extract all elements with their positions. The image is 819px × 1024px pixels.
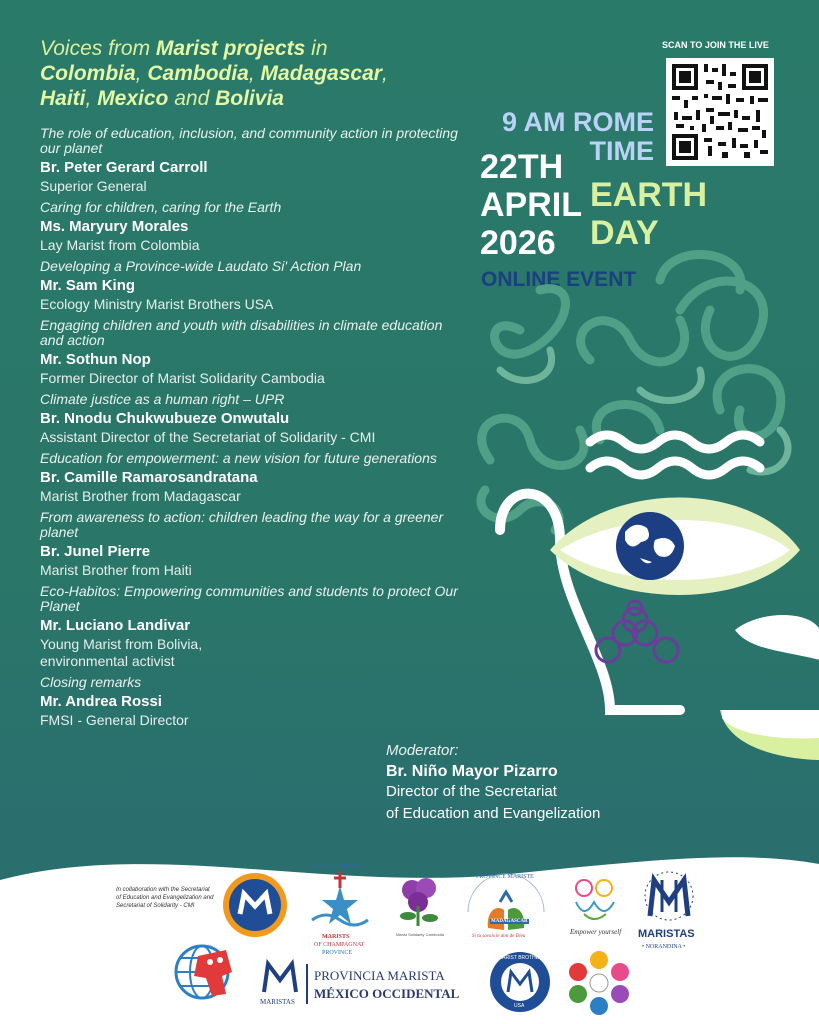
speaker-name: Br. Camille Ramarosandratana: [40, 469, 258, 486]
headline-text: and: [168, 87, 216, 110]
country: Cambodia: [147, 62, 249, 85]
logo-divider: [306, 964, 308, 1004]
speaker-role: FMSI - General Director: [40, 712, 189, 728]
headline-bold: Marist projects: [155, 37, 306, 60]
date-line: 2026: [480, 224, 556, 262]
talk-item: [40, 318, 460, 387]
speaker-role: Superior General: [40, 178, 147, 194]
speaker-role: Marist Brother from Haiti: [40, 562, 192, 578]
talk-list: [40, 126, 460, 734]
speaker-role: Lay Marist from Colombia: [40, 237, 200, 253]
logo-label: Marist Solidarity Cambodia: [396, 932, 444, 937]
mexico-province-label: MÉXICO OCCIDENTAL: [314, 986, 460, 1001]
talk-topic: Caring for children, caring for the Earth: [40, 199, 282, 215]
date-line: 22TH: [480, 148, 564, 186]
talk-item: [40, 126, 460, 195]
talk-topic: Developing a Province-wide Laudato Si' Action Plan: [40, 258, 362, 274]
talk-topic: Engaging children and youth with disabilities in climate education and action: [40, 317, 443, 348]
scan-label: SCAN TO JOIN THE LIVE: [662, 40, 769, 50]
moderator-role: of Education and Evangelization: [386, 805, 601, 822]
flower-icon: [388, 876, 452, 928]
cmi-logo-icon: [220, 870, 290, 940]
earth-day-line: DAY: [590, 214, 659, 252]
country: Bolivia: [215, 87, 284, 110]
headline-text: in: [305, 37, 328, 60]
logo-label: Si tu savais le don de Dieu: [472, 934, 526, 939]
speaker-role: Marist Brother from Madagascar: [40, 488, 241, 504]
nose-icon: [735, 615, 819, 660]
flower-of-life-icon: [596, 601, 678, 662]
speaker-name: Mr. Luciano Landivar: [40, 617, 191, 634]
talk-topic: Eco-Habitos: Empowering communities and students to protect Our Planet: [40, 583, 458, 614]
logo-label: MADAGASCAR: [491, 919, 528, 924]
logo-label: PROVINCE: [322, 950, 353, 956]
earth-day-line: EARTH: [590, 176, 708, 214]
date-line: APRIL: [480, 186, 582, 224]
logo-label: STAR OF THE SEA: [312, 864, 362, 870]
talk-item: [40, 259, 460, 313]
madagascar-province-logo: [460, 872, 552, 948]
talk-topic: From awareness to action: children leading the way for a greener planet: [40, 509, 444, 540]
logo-label: OF CHAMPAGNAT: [314, 942, 365, 948]
marist-brothers-usa-logo: [488, 950, 552, 1014]
talk-item: [40, 584, 460, 670]
logo-label: Empower yourself: [570, 928, 622, 936]
country: Colombia: [40, 62, 136, 85]
empower-yourself-logo: [566, 872, 624, 942]
logo-label: MARISTAS: [638, 928, 695, 940]
speaker-role: Former Director of Marist Solidarity Cambodia: [40, 370, 325, 386]
country: Mexico: [97, 87, 169, 110]
speaker-name: Mr. Sothun Nop: [40, 351, 151, 368]
talk-item: [40, 200, 460, 254]
logo-label: MARIST BROTHERS: [498, 955, 546, 961]
qr-code-image[interactable]: [666, 58, 774, 166]
qr-code[interactable]: [666, 58, 774, 166]
speaker-role: Ecology Ministry Marist Brothers USA: [40, 296, 274, 312]
speaker-name: Br. Peter Gerard Carroll: [40, 159, 208, 176]
time-line: 9 AM ROME: [501, 107, 654, 137]
maristas-small-logo: [256, 956, 304, 1016]
logo-label: PROVINCE MARISTE: [476, 874, 534, 880]
star-of-sea-icon: [300, 866, 380, 936]
country: Madagascar: [260, 62, 382, 85]
speaker-name: Br. Nnodu Chukwubueze Onwutalu: [40, 410, 290, 427]
m-monogram-icon: [634, 866, 704, 928]
talk-topic: Closing remarks: [40, 674, 142, 690]
talk-topic: Education for empowerment: a new vision for future generations: [40, 450, 437, 466]
talk-item: [40, 675, 460, 729]
empower-icon: [566, 872, 624, 928]
headline: Voices from Marist projects in Colombia, Cambodia, Madagascar, Haiti, Mexico and Bolivia: [40, 37, 388, 110]
earth-face-illustration: [460, 240, 819, 760]
marist-solidarity-cambodia-logo: [388, 876, 452, 946]
champagnat-province-logo: [300, 866, 380, 966]
moderator-role: Director of the Secretariat: [386, 783, 557, 800]
logo-label: MARISTS: [322, 934, 350, 940]
swirl-hair-icon: [481, 255, 781, 530]
online-event-label: ONLINE EVENT: [481, 268, 637, 291]
speaker-name: Ms. Maryury Morales: [40, 218, 189, 235]
logo-label: MARISTAS: [260, 998, 295, 1006]
colorful-circles-logo-icon: [564, 948, 634, 1018]
logo-label: • NORANDINA •: [642, 944, 686, 950]
moderator-label: Moderator:: [386, 742, 459, 759]
speaker-name: Mr. Sam King: [40, 277, 136, 294]
talk-item: [40, 451, 460, 505]
speaker-name: Br. Junel Pierre: [40, 543, 151, 560]
wave-icon: [590, 435, 760, 475]
moderator-name: Br. Niño Mayor Pizarro: [386, 763, 558, 780]
mexico-province-label: PROVINCIA MARISTA: [314, 968, 445, 983]
maristas-norandina-logo: [634, 866, 704, 956]
logo-label: USA: [514, 1003, 525, 1009]
m-crest-icon: [256, 956, 304, 996]
country: Haiti: [40, 87, 86, 110]
headline-text: Voices from: [40, 37, 156, 60]
speaker-role: Assistant Director of the Secretariat of Solidarity - CMI: [40, 429, 376, 445]
talk-topic: Climate justice as a human right – UPR: [40, 391, 285, 407]
time-line: TIME: [589, 136, 654, 166]
talk-topic: The role of education, inclusion, and community action in protecting our planet: [40, 125, 458, 156]
red-mascot-icon: [186, 942, 240, 1000]
collaboration-note: In collaboration with the Secretariat of Education and Evangelization and Secretariat of Solidarity - CMI: [116, 887, 214, 909]
talk-item: [40, 510, 460, 579]
speaker-role: Young Marist from Bolivia, environmental activist: [40, 636, 203, 669]
talk-item: [40, 392, 460, 446]
speaker-name: Mr. Andrea Rossi: [40, 693, 162, 710]
